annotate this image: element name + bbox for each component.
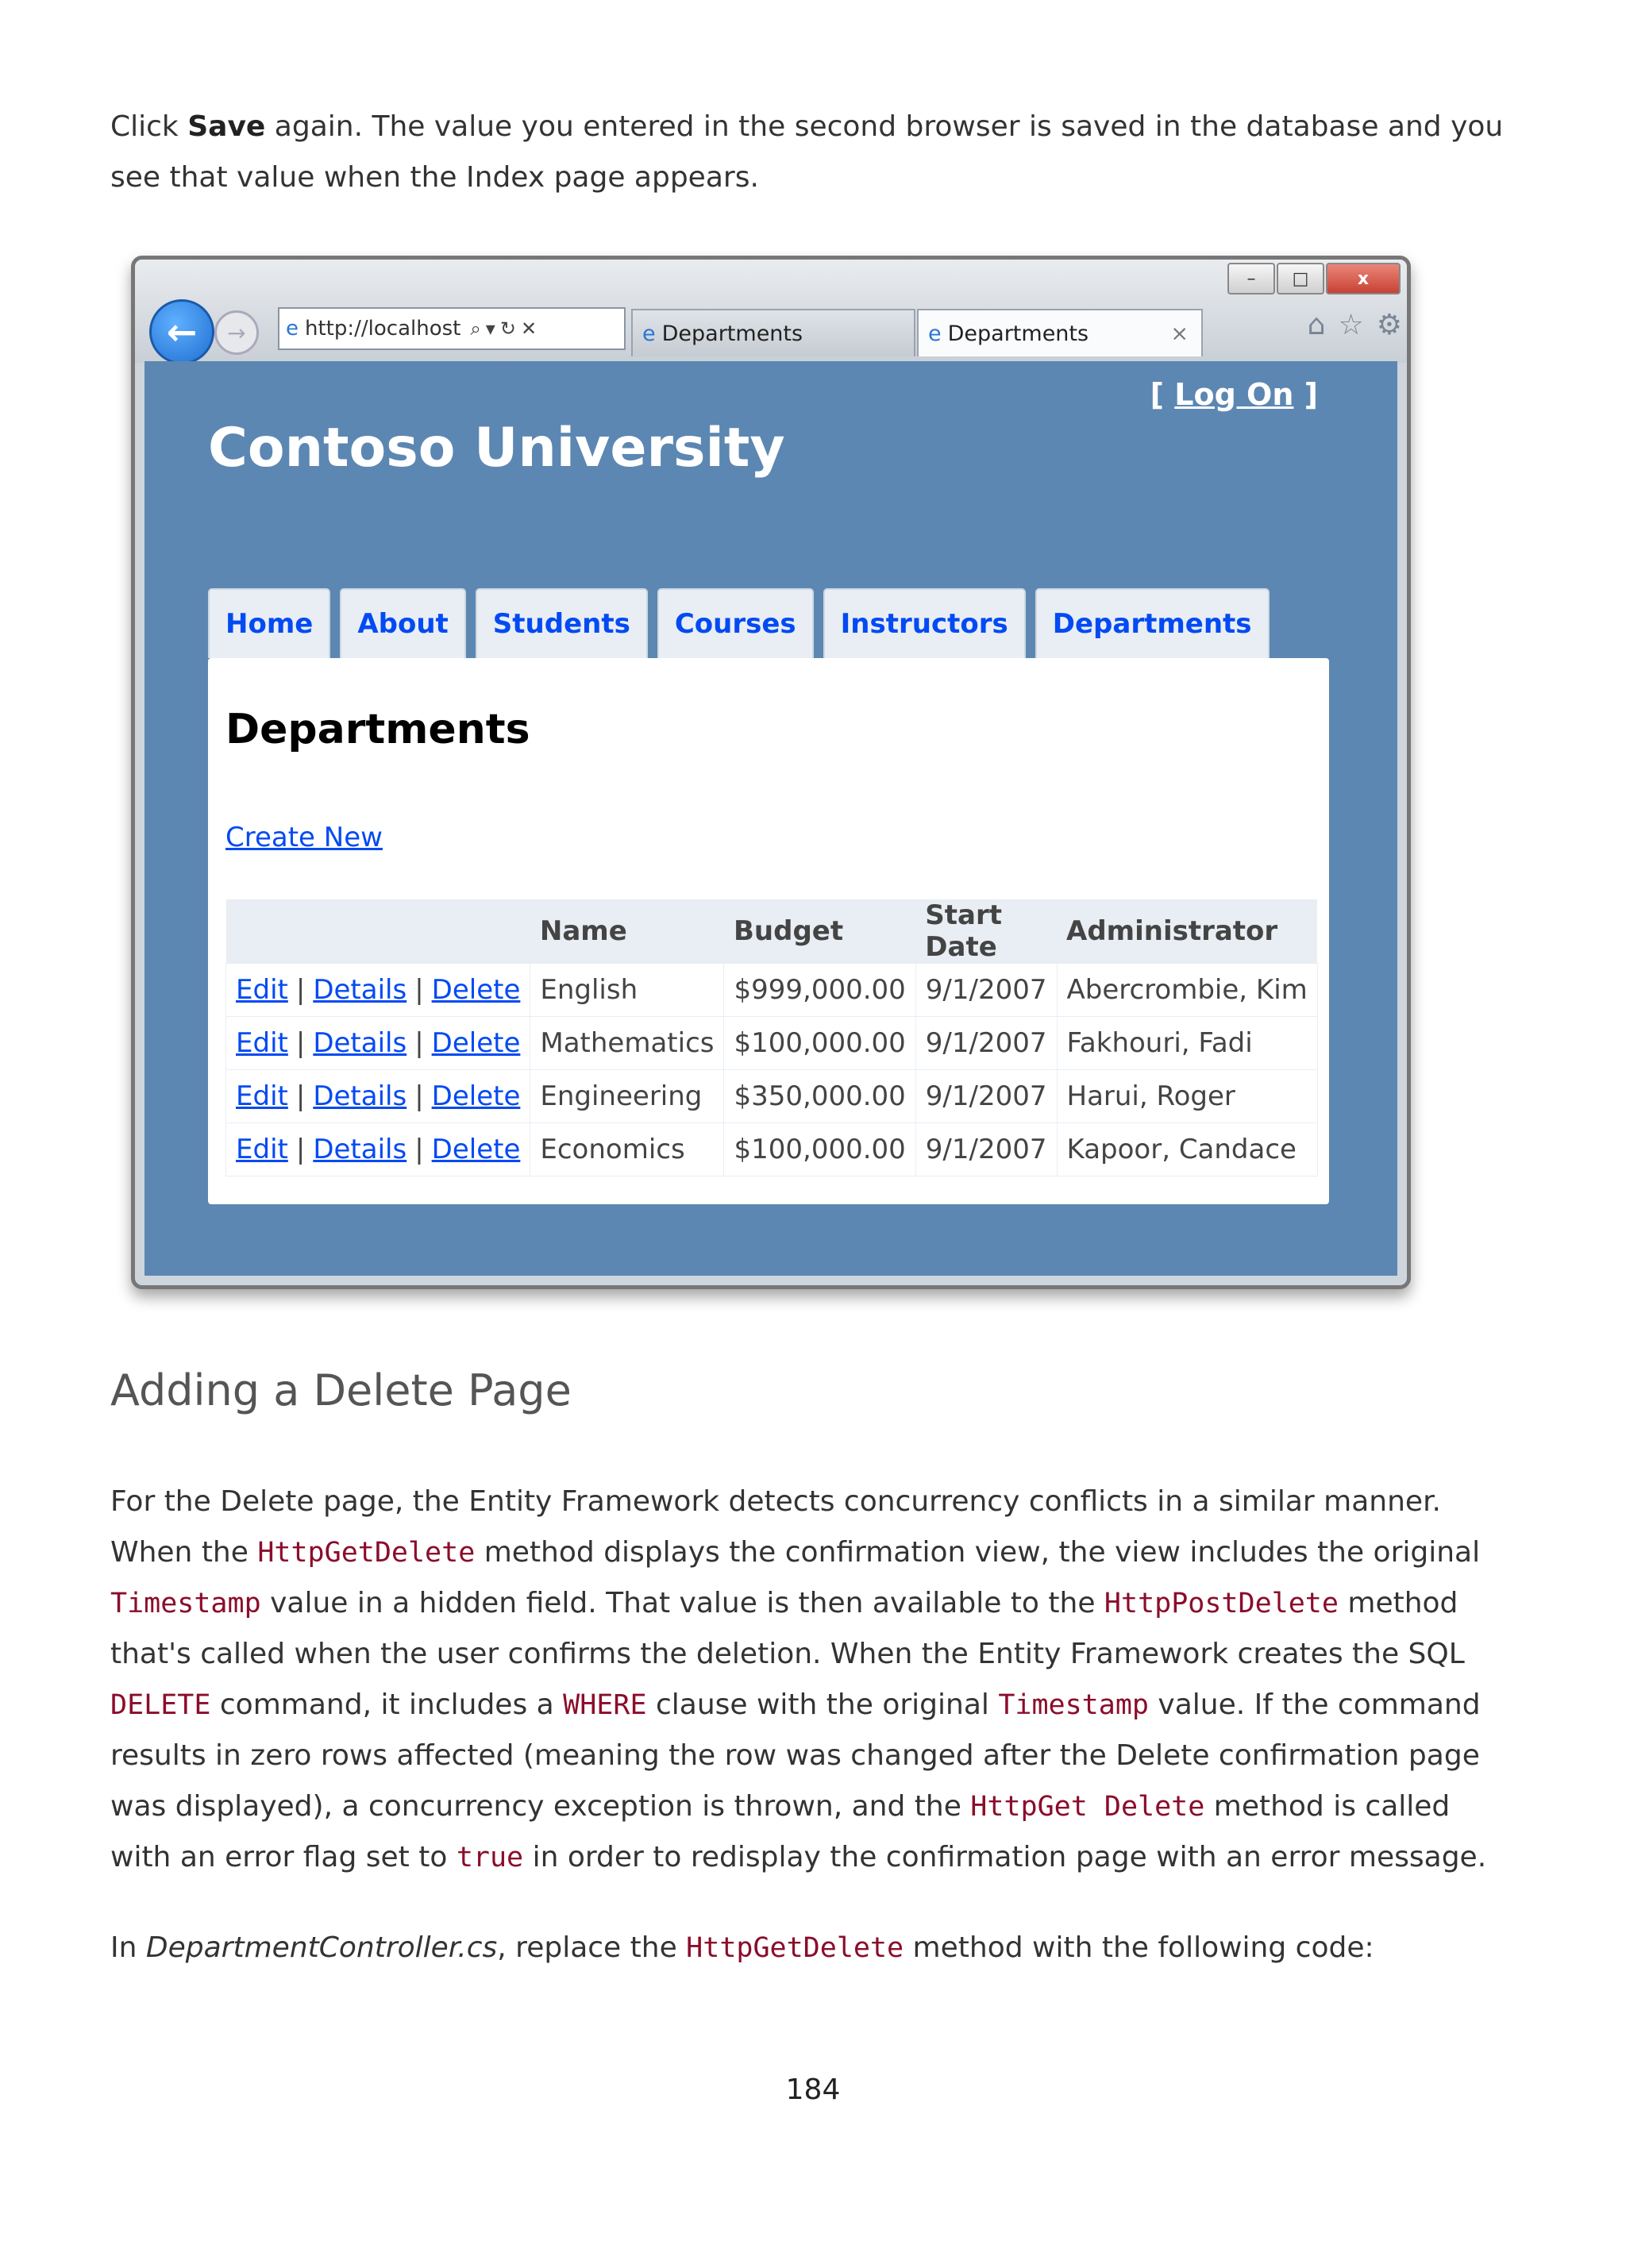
tab-title: Departments	[947, 321, 1089, 346]
intro-text: Click	[110, 110, 188, 143]
ie-logo-icon: e	[928, 321, 942, 346]
para-text: method with the following code:	[904, 1931, 1374, 1964]
cell-budget: $100,000.00	[724, 1123, 915, 1176]
para-text: command, it includes a	[210, 1688, 564, 1721]
tab-close-icon[interactable]: ×	[1170, 321, 1189, 346]
address-url: http://localhost	[305, 317, 461, 341]
code-httppostdelete: HttpPostDelete	[1104, 1588, 1339, 1619]
para-text: For the Delete page, the Entity Framework detects concurrency conflicts in a similar manner. When the	[110, 1485, 1442, 1569]
table-row	[226, 1017, 1318, 1070]
replace-instruction-paragraph	[110, 1923, 1516, 1973]
separator: |	[414, 1080, 424, 1112]
details-link[interactable]: Details	[313, 1080, 407, 1112]
cell-start-date: 9/1/2007	[915, 1123, 1057, 1176]
menu-instructors[interactable]: Instructors	[823, 588, 1026, 658]
separator: |	[414, 1027, 424, 1059]
logon-bracket-close: ]	[1293, 377, 1318, 412]
ie-logo-icon: e	[642, 321, 656, 346]
favorites-star-icon[interactable]: ☆	[1338, 309, 1364, 341]
separator: |	[295, 974, 306, 1006]
cell-administrator: Fakhouri, Fadi	[1057, 1017, 1317, 1070]
code-timestamp: Timestamp	[110, 1588, 261, 1619]
file-name: DepartmentController.cs	[145, 1931, 498, 1964]
row-actions	[226, 1123, 530, 1176]
row-actions	[226, 1017, 530, 1070]
delete-link[interactable]: Delete	[431, 974, 521, 1006]
address-bar[interactable]	[278, 307, 626, 350]
delete-link[interactable]: Delete	[431, 1027, 521, 1059]
cell-name: Economics	[530, 1123, 724, 1176]
browser-tab-2-active[interactable]	[917, 309, 1203, 356]
separator: |	[295, 1027, 306, 1059]
code-delete: DELETE	[110, 1689, 211, 1721]
table-row	[226, 1070, 1318, 1123]
cell-administrator: Harui, Roger	[1057, 1070, 1317, 1123]
details-link[interactable]: Details	[313, 974, 407, 1006]
address-tools-icons[interactable]: ⌕▾↻✕	[470, 318, 542, 340]
site-title: Contoso University	[208, 417, 785, 479]
cell-start-date: 9/1/2007	[915, 964, 1057, 1017]
menu-about[interactable]: About	[340, 588, 465, 658]
para-text: method that's called when the user confirms the deletion. When the Entity Framework creates the SQL	[110, 1587, 1465, 1670]
cell-start-date: 9/1/2007	[915, 1070, 1057, 1123]
para-text: in order to redisplay the confirmation page with an error message.	[523, 1841, 1487, 1873]
logon-display	[1150, 377, 1318, 412]
browser-chrome	[135, 260, 1407, 363]
log-on-link[interactable]: Log On	[1174, 377, 1294, 412]
separator: |	[295, 1080, 306, 1112]
para-text: clause with the original	[646, 1688, 999, 1721]
cell-name: Engineering	[530, 1070, 724, 1123]
menu-courses[interactable]: Courses	[657, 588, 814, 658]
minimize-icon[interactable]: –	[1227, 263, 1275, 295]
row-actions	[226, 964, 530, 1017]
code-httpgetdelete: HttpGetDelete	[686, 1932, 904, 1964]
row-actions	[226, 1070, 530, 1123]
logon-bracket-open: [	[1150, 377, 1175, 412]
intro-paragraph	[110, 102, 1516, 203]
separator: |	[295, 1134, 306, 1165]
para-text: In	[110, 1931, 146, 1964]
cell-administrator: Abercrombie, Kim	[1057, 964, 1317, 1017]
delete-link[interactable]: Delete	[431, 1080, 521, 1112]
para-text: , replace the	[497, 1931, 687, 1964]
code-httpgetdelete: HttpGetDelete	[257, 1537, 476, 1569]
delete-link[interactable]: Delete	[431, 1134, 521, 1165]
browser-tab-1[interactable]	[631, 309, 915, 356]
departments-table	[225, 899, 1318, 1176]
code-true: true	[456, 1842, 524, 1873]
page-number: 184	[785, 2074, 841, 2106]
menu-home[interactable]: Home	[208, 588, 330, 658]
site-menu	[208, 588, 1270, 658]
para-text: method is called with an error flag set to	[110, 1790, 1451, 1873]
back-arrow-icon[interactable]: ←	[149, 299, 214, 364]
separator: |	[414, 974, 424, 1006]
browser-window-screenshot	[131, 256, 1411, 1289]
table-header-row	[226, 899, 1318, 964]
cell-name: Mathematics	[530, 1017, 724, 1070]
section-heading: Adding a Delete Page	[110, 1365, 572, 1415]
cell-start-date: 9/1/2007	[915, 1017, 1057, 1070]
table-row	[226, 1123, 1318, 1176]
home-icon[interactable]: ⌂	[1307, 309, 1326, 341]
table-row	[226, 964, 1318, 1017]
intro-text-rest: again. The value you entered in the second browser is saved in the database and you see that value when the Index page appears.	[110, 110, 1504, 194]
cell-budget: $350,000.00	[724, 1070, 915, 1123]
cell-budget: $999,000.00	[724, 964, 915, 1017]
code-httpgetdelete: HttpGet Delete	[970, 1791, 1205, 1823]
column-header-name: Name	[530, 899, 724, 964]
intro-bold-save: Save	[187, 110, 266, 143]
para-text: method displays the confirmation view, the view includes the original	[475, 1536, 1481, 1569]
column-header-budget: Budget	[724, 899, 915, 964]
cell-administrator: Kapoor, Candace	[1057, 1123, 1317, 1176]
main-content	[208, 658, 1329, 1204]
browser-right-icons	[1308, 309, 1402, 341]
window-controls	[1226, 263, 1401, 295]
para-text: value in a hidden field. That value is then available to the	[260, 1587, 1104, 1619]
details-link[interactable]: Details	[313, 1027, 407, 1059]
para-text: value. If the command results in zero rows affected (meaning the row was changed after the Delete confirmation page was displayed), a concurrency exception is thrown, and the	[110, 1688, 1481, 1823]
tab-title: Departments	[661, 321, 803, 346]
edit-link[interactable]: Edit	[236, 974, 288, 1006]
close-window-icon[interactable]: x	[1326, 263, 1401, 295]
menu-students[interactable]: Students	[476, 588, 648, 658]
separator: |	[414, 1134, 424, 1165]
browser-viewport	[144, 361, 1397, 1276]
page-heading: Departments	[225, 706, 530, 753]
column-header-administrator: Administrator	[1057, 899, 1317, 964]
edit-link[interactable]: Edit	[236, 1080, 288, 1112]
column-header-start-date: Start Date	[915, 899, 1057, 964]
column-header-actions	[226, 899, 530, 964]
settings-gear-icon[interactable]: ⚙	[1376, 309, 1402, 341]
edit-link[interactable]: Edit	[236, 1027, 288, 1059]
forward-arrow-icon[interactable]: →	[214, 310, 259, 355]
code-where: WHERE	[563, 1689, 647, 1721]
menu-departments[interactable]: Departments	[1035, 588, 1270, 658]
create-new-link[interactable]: Create New	[225, 822, 383, 853]
details-link[interactable]: Details	[313, 1134, 407, 1165]
code-timestamp: Timestamp	[998, 1689, 1149, 1721]
delete-explanation-paragraph	[110, 1477, 1516, 1883]
maximize-icon[interactable]: □	[1277, 263, 1324, 295]
edit-link[interactable]: Edit	[236, 1134, 288, 1165]
cell-name: English	[530, 964, 724, 1017]
cell-budget: $100,000.00	[724, 1017, 915, 1070]
ie-logo-icon: e	[286, 317, 299, 341]
